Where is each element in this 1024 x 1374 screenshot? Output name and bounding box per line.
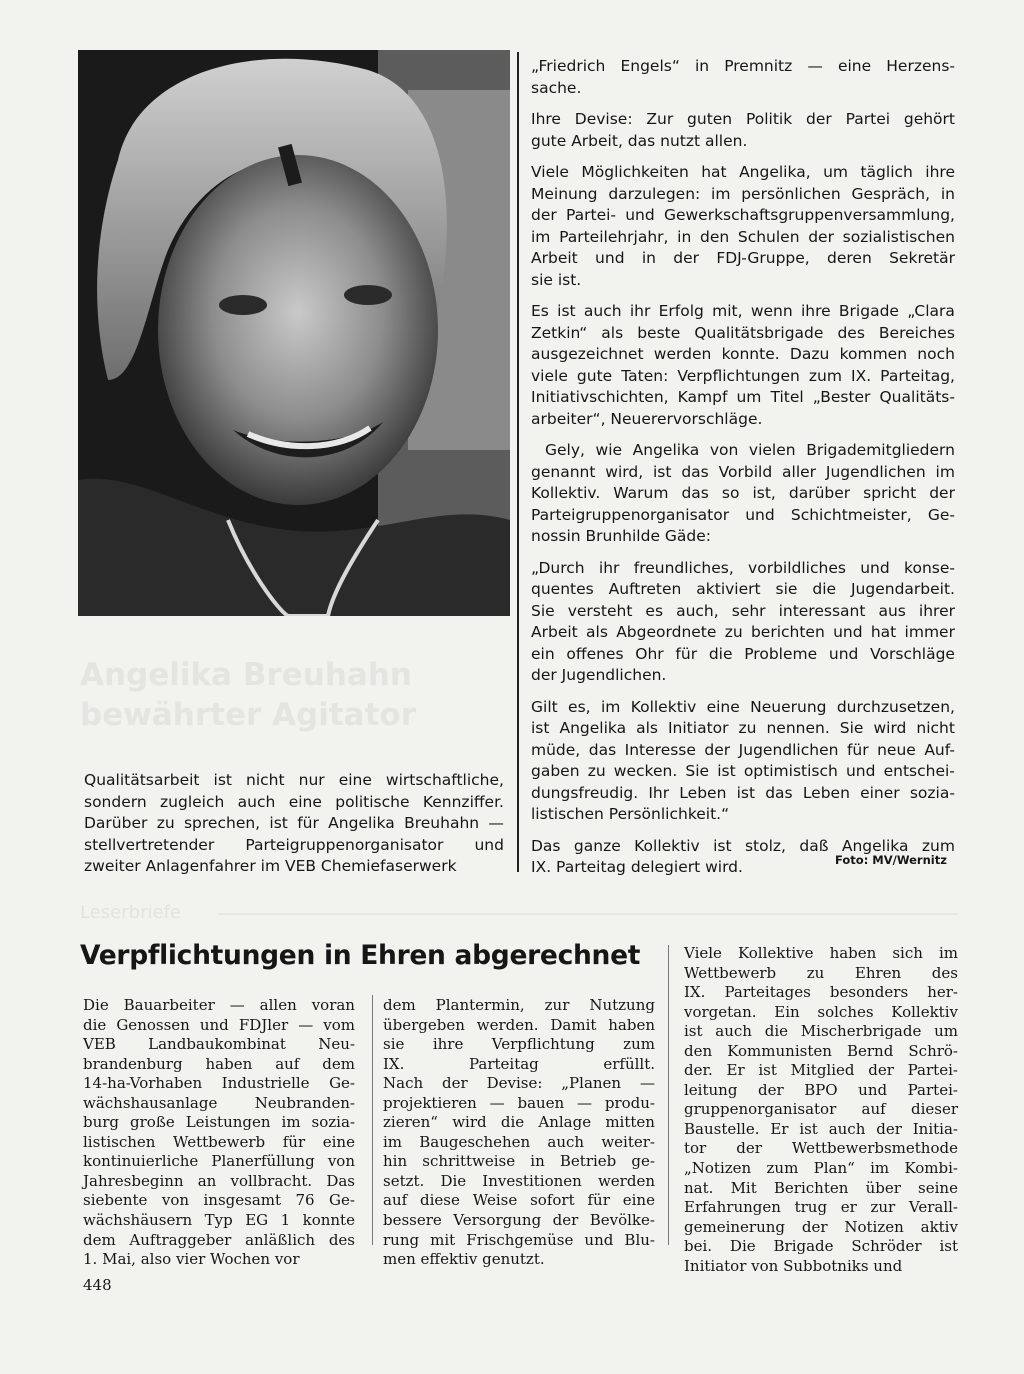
text-line: VEB Landbaukombinat Neu-: [83, 1035, 355, 1054]
text-line: müde, das Interesse der Jugendlichen für neue Auf-: [531, 740, 955, 759]
text-line: Das ganze Kollektiv ist stolz, daß Angelika zum: [531, 836, 955, 855]
text-line: men effektiv genutzt.: [383, 1250, 545, 1269]
text-line: vorgetan. Ein solches Kollektiv: [684, 1002, 958, 1021]
text-line: Arbeit und in der FDJ-Gruppe, deren Sekretär: [531, 249, 955, 267]
text-line: sie ist.: [531, 270, 582, 289]
text-line: Viele Kollektive haben sich im: [684, 944, 958, 962]
text-line: IX. Parteitag erfüllt.: [383, 1054, 655, 1073]
text-line: im Parteilehrjahr, in den Schulen der sozialistischen: [531, 227, 955, 246]
article-headline: Verpflichtungen in Ehren abgerechnet: [80, 940, 641, 971]
text-line: ausgezeichnet werden konnte. Dazu kommen noch: [531, 345, 955, 363]
text-line: Kollektiv. Warum das so ist, darüber spricht der: [531, 484, 955, 502]
text-line: nossin Brunhilde Gäde:: [531, 527, 712, 545]
text-line: Zetkin“ als beste Qualitätsbrigade des Bereiches: [531, 323, 955, 342]
text-line: die Genossen und FDJler — vom: [83, 1015, 355, 1034]
text-line: tor der Wettbewerbsmethode: [684, 1139, 958, 1158]
text-line: Parteigruppenorganisator und Schichtmeister, Ge-: [531, 505, 955, 524]
right-column-text: [531, 56, 955, 889]
text-line: projektieren — bauen — produ-: [383, 1093, 655, 1112]
text-line: 1. Mai, also vier Wochen vor: [83, 1250, 300, 1269]
section-rule: [218, 913, 958, 915]
bottom-column-3: [684, 944, 958, 1276]
text-line: burg große Leistungen im sozia-: [83, 1113, 355, 1132]
text-line: dem Plantermin, zur Nutzung: [383, 996, 655, 1014]
text-line: Darüber zu sprechen, ist für Angelika Breuhahn —: [84, 814, 504, 832]
text-line: hin schrittweise in Betrieb ge-: [383, 1152, 655, 1171]
text-line: gruppenorganisator auf dieser: [684, 1100, 958, 1119]
text-line: der Jugendlichen.: [531, 666, 667, 684]
text-line: Jahresbeginn an vollbracht. Das: [83, 1171, 355, 1190]
text-line: Meinung darzulegen: im persönlichen Gespräch, in: [531, 184, 955, 203]
text-line: setzt. Die Investitionen werden: [383, 1171, 655, 1190]
text-line: Initiativschichten, Kampf um Titel „Bester Qualitäts-: [531, 388, 955, 406]
text-line: ein offenes Ohr für die Probleme und Vorschläge: [531, 644, 955, 663]
text-line: gemeinerung der Notizen aktiv: [684, 1217, 958, 1236]
text-line: Nach der Devise: „Planen —: [383, 1074, 655, 1093]
text-line: der. Er ist Mitglied der Partei-: [684, 1061, 958, 1080]
text-line: 14-ha-Vorhaben Industrielle Ge-: [83, 1074, 355, 1093]
text-line: IX. Parteitag delegiert wird.: [531, 858, 743, 876]
text-line: listischen Wettbewerb für eine: [83, 1132, 355, 1151]
text-line: gaben zu wecken. Sie ist optimistisch und entschei-: [531, 762, 955, 780]
text-line: genannt wird, ist das Vorbild aller Jugendlichen im: [531, 462, 955, 481]
page-number: 448: [83, 1276, 112, 1294]
portrait-illustration: [78, 50, 510, 616]
text-line: nat. Mit Berichten über seine: [684, 1178, 958, 1197]
text-line: kontinuierliche Planerfüllung von: [83, 1152, 355, 1171]
text-line: ist auch die Mischerbrigade um: [684, 1022, 958, 1041]
text-line: zieren“ wird die Anlage mitten: [383, 1113, 655, 1132]
text-line: arbeiter“, Neuerervorschläge.: [531, 409, 763, 428]
text-line: dem Auftraggeber anläßlich des: [83, 1230, 355, 1249]
text-line: Viele Möglichkeiten hat Angelika, um täglich ihre: [531, 163, 955, 181]
text-line: gute Arbeit, das nutzt allen.: [531, 131, 748, 150]
text-line: siebente von insgesamt 76 Ge-: [83, 1191, 355, 1210]
text-line: brandenburg haben auf dem: [83, 1054, 355, 1073]
text-line: Gilt es, im Kollektiv eine Neuerung durchzusetzen,: [531, 697, 955, 716]
photo-credit: Foto: MV/Wernitz: [835, 853, 947, 867]
faded-article-title: [80, 655, 520, 735]
text-line: listischen Persönlichkeit.“: [531, 805, 730, 823]
portrait-photo: [78, 50, 510, 616]
text-line: der Partei- und Gewerkschaftsgruppenversammlung,: [531, 206, 955, 224]
text-line: zweiter Anlagenfahrer im VEB Chemiefaserwerk: [84, 857, 457, 875]
column-divider: [517, 52, 519, 872]
text-line: Initiator von Subbotniks und: [684, 1256, 903, 1275]
intro-text: [84, 770, 504, 878]
text-line: übergeben werden. Damit haben: [383, 1015, 655, 1034]
text-line: Gely, wie Angelika von vielen Brigademitgliedern: [545, 441, 955, 459]
text-line: Arbeit als Abgeordnete zu berichten und hat immer: [531, 623, 955, 641]
text-line: „Friedrich Engels“ in Premnitz — eine Herzens-: [531, 57, 955, 75]
text-line: Wettbewerb zu Ehren des: [684, 963, 958, 982]
column-divider: [668, 945, 669, 1245]
text-line: sondern zugleich auch eine politische Kennziffer.: [84, 792, 504, 811]
text-line: leitung der BPO und Partei-: [684, 1080, 958, 1099]
text-line: Baustelle. Er ist auch der Initia-: [684, 1119, 958, 1138]
text-line: Die Bauarbeiter — allen voran: [83, 996, 355, 1014]
faded-title-line: Angelika Breuhahn: [80, 657, 412, 693]
paragraph: [531, 162, 955, 291]
faded-title-line: bewährter Agitator: [80, 697, 417, 733]
column-divider: [372, 995, 373, 1245]
text-line: Es ist auch ihr Erfolg mit, wenn ihre Brigade „Clara: [531, 302, 955, 320]
text-line: quentes Auftreten aktiviert sie die Jugendarbeit.: [531, 580, 955, 598]
text-line: „Durch ihr freundliches, vorbildliches und konse-: [531, 558, 955, 577]
text-line: den Kommunisten Bernd Schrö-: [684, 1041, 958, 1060]
text-line: im Baugeschehen auch weiter-: [383, 1132, 655, 1151]
text-line: „Notizen zum Plan“ im Kombi-: [684, 1159, 958, 1178]
section-label: Leserbriefe: [80, 902, 181, 923]
paragraph: [531, 301, 955, 430]
text-line: Qualitätsarbeit ist nicht nur eine wirtschaftliche,: [84, 771, 504, 789]
text-line: bei. Die Brigade Schröder ist: [684, 1237, 958, 1256]
text-line: stellvertretender Parteigruppenorganisator und: [84, 835, 504, 854]
text-line: rung mit Frischgemüse und Blu-: [383, 1230, 655, 1249]
paragraph: [531, 109, 955, 152]
bottom-column-1: [83, 996, 355, 1270]
text-line: Ihre Devise: Zur guten Politik der Partei gehört: [531, 110, 955, 128]
text-line: wächshäusern Typ EG 1 konnte: [83, 1211, 355, 1230]
text-line: sie ihre Verpflichtung zum: [383, 1035, 655, 1054]
text-line: Erfahrungen trug er zur Verall-: [684, 1198, 958, 1217]
text-line: sache.: [531, 78, 582, 97]
paragraph: [531, 558, 955, 687]
text-line: ist Angelika als Initiator zu nennen. Sie wird nicht: [531, 719, 955, 737]
text-line: Sie versteht es auch, sehr interessant aus ihrer: [531, 601, 955, 620]
text-line: auf diese Weise sofort für eine: [383, 1191, 655, 1210]
text-line: IX. Parteitages besonders her-: [684, 983, 958, 1002]
text-line: bessere Versorgung der Bevölke-: [383, 1211, 655, 1230]
bottom-column-2: [383, 996, 655, 1270]
text-line: viele gute Taten: Verpflichtungen zum IX. Parteitag,: [531, 366, 955, 385]
paragraph: [531, 440, 955, 548]
paragraph: [531, 697, 955, 826]
text-line: wächshausanlage Neubranden-: [83, 1093, 355, 1112]
text-line: dungsfreudig. Ihr Leben ist das Leben einer sozia-: [531, 783, 955, 802]
paragraph: [531, 56, 955, 99]
